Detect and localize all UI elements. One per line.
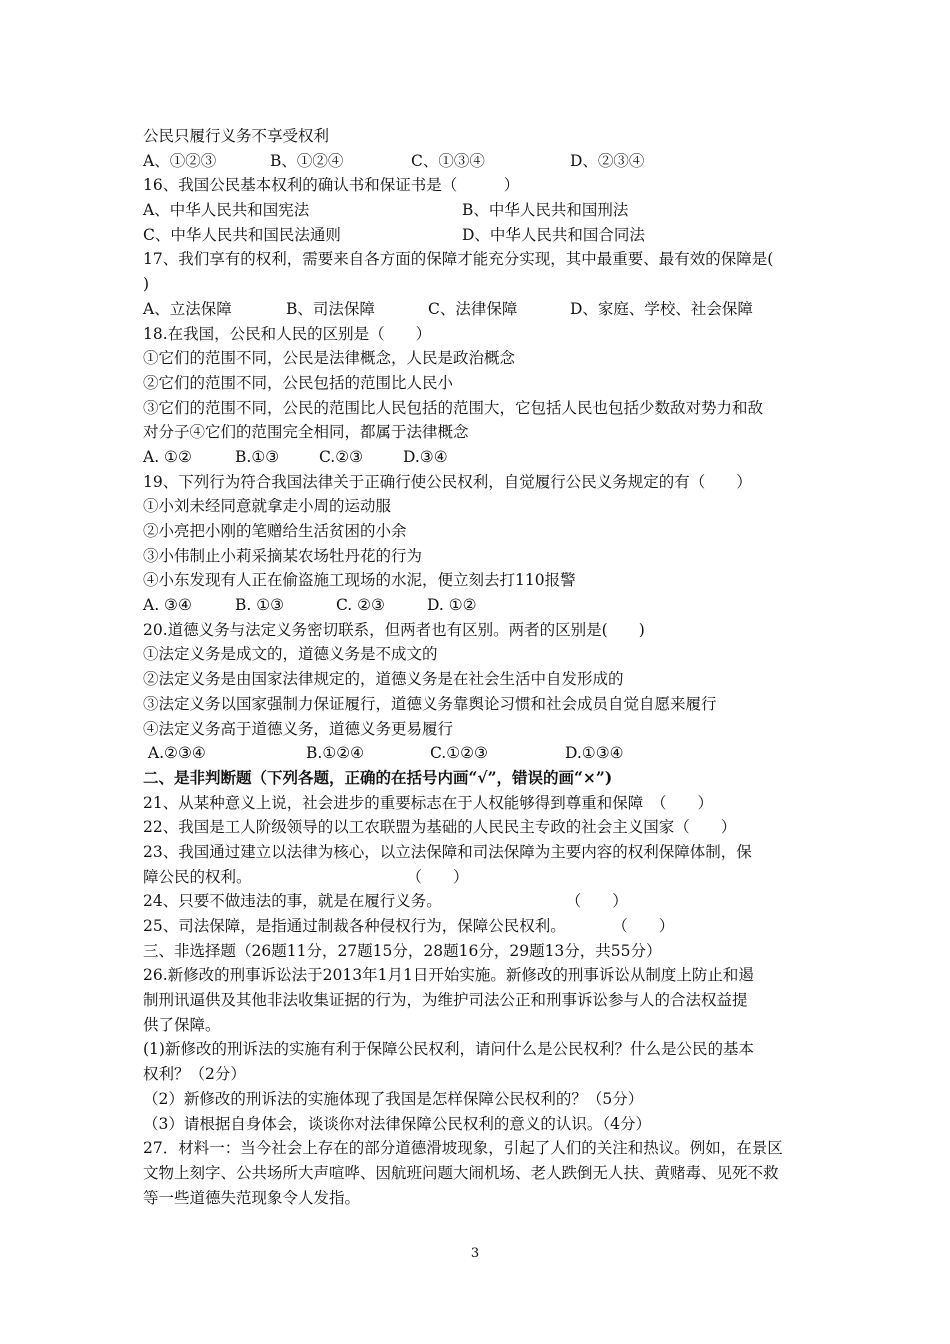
text-line: 文物上刻字、公共场所大声喧哗、因航班问题大闹机场、老人跌倒无人扶、黄赌毒、见死不救 — [143, 1163, 779, 1182]
answer-option: D、中华人民共和国合同法 — [462, 225, 645, 244]
text-line: （3）请根据自身体会，谈谈你对法律保障公民权利的意义的认识。（4分） — [143, 1114, 651, 1133]
text-line: 22、我国是工人阶级领导的以工农联盟为基础的人民民主专政的社会主义国家（ ） — [143, 818, 737, 837]
text-line: 18.在我国，公民和人民的区别是（ ） — [143, 324, 432, 343]
answer-option: B、中华人民共和国刑法 — [462, 201, 629, 220]
text-line: 对分子④它们的范围完全相同，都属于法律概念 — [143, 423, 469, 442]
text-line: ) — [143, 275, 150, 294]
text-line: 等一些道德失范现象令人发指。 — [143, 1188, 361, 1207]
answer-options-row — [143, 593, 813, 618]
answer-option: D.①③④ — [565, 744, 624, 763]
answer-option: B、司法保障 — [286, 299, 375, 318]
text-line: 20.道德义务与法定义务密切联系，但两者也有区别。两者的区别是( ) — [143, 620, 645, 639]
text-line: ④小东发现有人正在偷盗施工现场的水泥，便立刻去打110报警 — [143, 571, 576, 590]
text-line: ④法定义务高于道德义务，道德义务更易履行 — [143, 719, 454, 738]
answer-options-row — [143, 198, 813, 223]
text-line: (1)新修改的刑诉法的实施有利于保障公民权利，请问什么是公民权利？什么是公民的基本 — [143, 1040, 754, 1059]
answer-option: B.①②④ — [306, 744, 365, 763]
text-line: 16、我国公民基本权利的确认书和保证书是（ ） — [143, 176, 520, 195]
answer-option: B、①②④ — [270, 151, 344, 170]
answer-option: A. ③④ — [143, 596, 192, 615]
text-line: 21、从某种意义上说，社会进步的重要标志在于人权能够得到尊重和保障 （ ） — [143, 793, 713, 812]
answer-option: C.①②③ — [430, 744, 488, 763]
text-line: ③小伟制止小莉采摘某农场牡丹花的行为 — [143, 546, 423, 565]
answer-options-row — [143, 297, 813, 322]
text-line: ②它们的范围不同，公民包括的范围比人民小 — [143, 373, 454, 392]
text-line: ①它们的范围不同，公民是法律概念，人民是政治概念 — [143, 349, 516, 368]
answer-option: D.③④ — [403, 447, 448, 466]
page-number: 3 — [470, 1246, 480, 1261]
text-line: 27．材料一：当今社会上存在的部分道德滑坡现象，引起了人们的关注和热议。例如，在景区 — [143, 1139, 783, 1158]
answer-option: C. ②③ — [336, 596, 385, 615]
text-line: 23、我国通过建立以法律为核心，以立法保障和司法保障为主要内容的权利保障体制，保 — [143, 842, 752, 861]
text-line: 24、只要不做违法的事，就是在履行义务。 （ ） — [143, 892, 628, 911]
text-line: 供了保障。 — [143, 1015, 221, 1034]
answer-option: A、中华人民共和国宪法 — [143, 201, 310, 220]
page-content — [143, 124, 813, 1210]
text-line: 公民只履行义务不享受权利 — [143, 127, 330, 145]
answer-option: C、①③④ — [411, 151, 485, 170]
text-line: 25、司法保障，是指通过制裁各种侵权行为，保障公民权利。 （ ） — [143, 917, 675, 935]
answer-option: C、法律保障 — [428, 299, 518, 318]
answer-option: C.②③ — [319, 447, 364, 466]
text-line: 权利？（2分） — [143, 1065, 246, 1084]
text-line: ②小亮把小刚的笔赠给生活贫困的小余 — [143, 522, 407, 540]
answer-option: D、家庭、学校、社会保障 — [570, 299, 753, 318]
text-line: 制刑讯逼供及其他非法收集证据的行为，为维护司法公正和刑事诉讼参与人的合法权益提 — [143, 991, 748, 1010]
text-line: 17、我们享有的权利，需要来自各方面的保障才能充分实现，其中最重要、最有效的保障是( — [143, 250, 774, 269]
answer-options-row — [143, 445, 813, 470]
answer-option: A、立法保障 — [143, 299, 232, 318]
section-heading: 二、是非判断题（下列各题，正确的在括号内画“√”，错误的画“×”) — [143, 767, 613, 787]
answer-option: A.②③④ — [143, 744, 206, 763]
answer-options-row — [143, 223, 813, 248]
answer-option: A、①②③ — [143, 151, 217, 170]
text-line: （2）新修改的刑诉法的实施体现了我国是怎样保障公民权利的？（5分） — [143, 1089, 644, 1108]
text-line: 26.新修改的刑事诉讼法于2013年1月1日开始实施。新修改的刑事诉讼从制度上防止和遏 — [143, 966, 754, 985]
text-line: ①法定义务是成文的，道德义务是不成文的 — [143, 645, 438, 664]
answer-option: B.①③ — [235, 447, 280, 466]
answer-option: B. ①③ — [235, 596, 285, 615]
text-line: ③法定义务以国家强制力保证履行，道德义务靠舆论习惯和社会成员自觉自愿来履行 — [143, 694, 717, 713]
text-line: 三、非选择题（26题11分，27题15分，28题16分，29题13分，共55分） — [143, 941, 662, 960]
text-line: ①小刘未经同意就拿走小周的运动服 — [143, 497, 392, 516]
answer-option: A. ①② — [143, 447, 192, 466]
text-line: 19、下列行为符合我国法律关于正确行使公民权利，自觉履行公民义务规定的有（ ） — [143, 472, 752, 491]
answer-options-row — [143, 741, 813, 766]
text-line: ②法定义务是由国家法律规定的，道德义务是在社会生活中自发形成的 — [143, 670, 624, 689]
text-line: 障公民的权利。 （ ） — [143, 867, 469, 886]
answer-option: C、中华人民共和国民法通则 — [143, 225, 341, 244]
answer-option: D、②③④ — [570, 151, 645, 170]
answer-options-row — [143, 149, 813, 174]
answer-option: D. ①② — [427, 596, 477, 615]
text-line: ③它们的范围不同，公民的范围比人民包括的范围大，它包括人民也包括少数敌对势力和敌 — [143, 398, 764, 417]
